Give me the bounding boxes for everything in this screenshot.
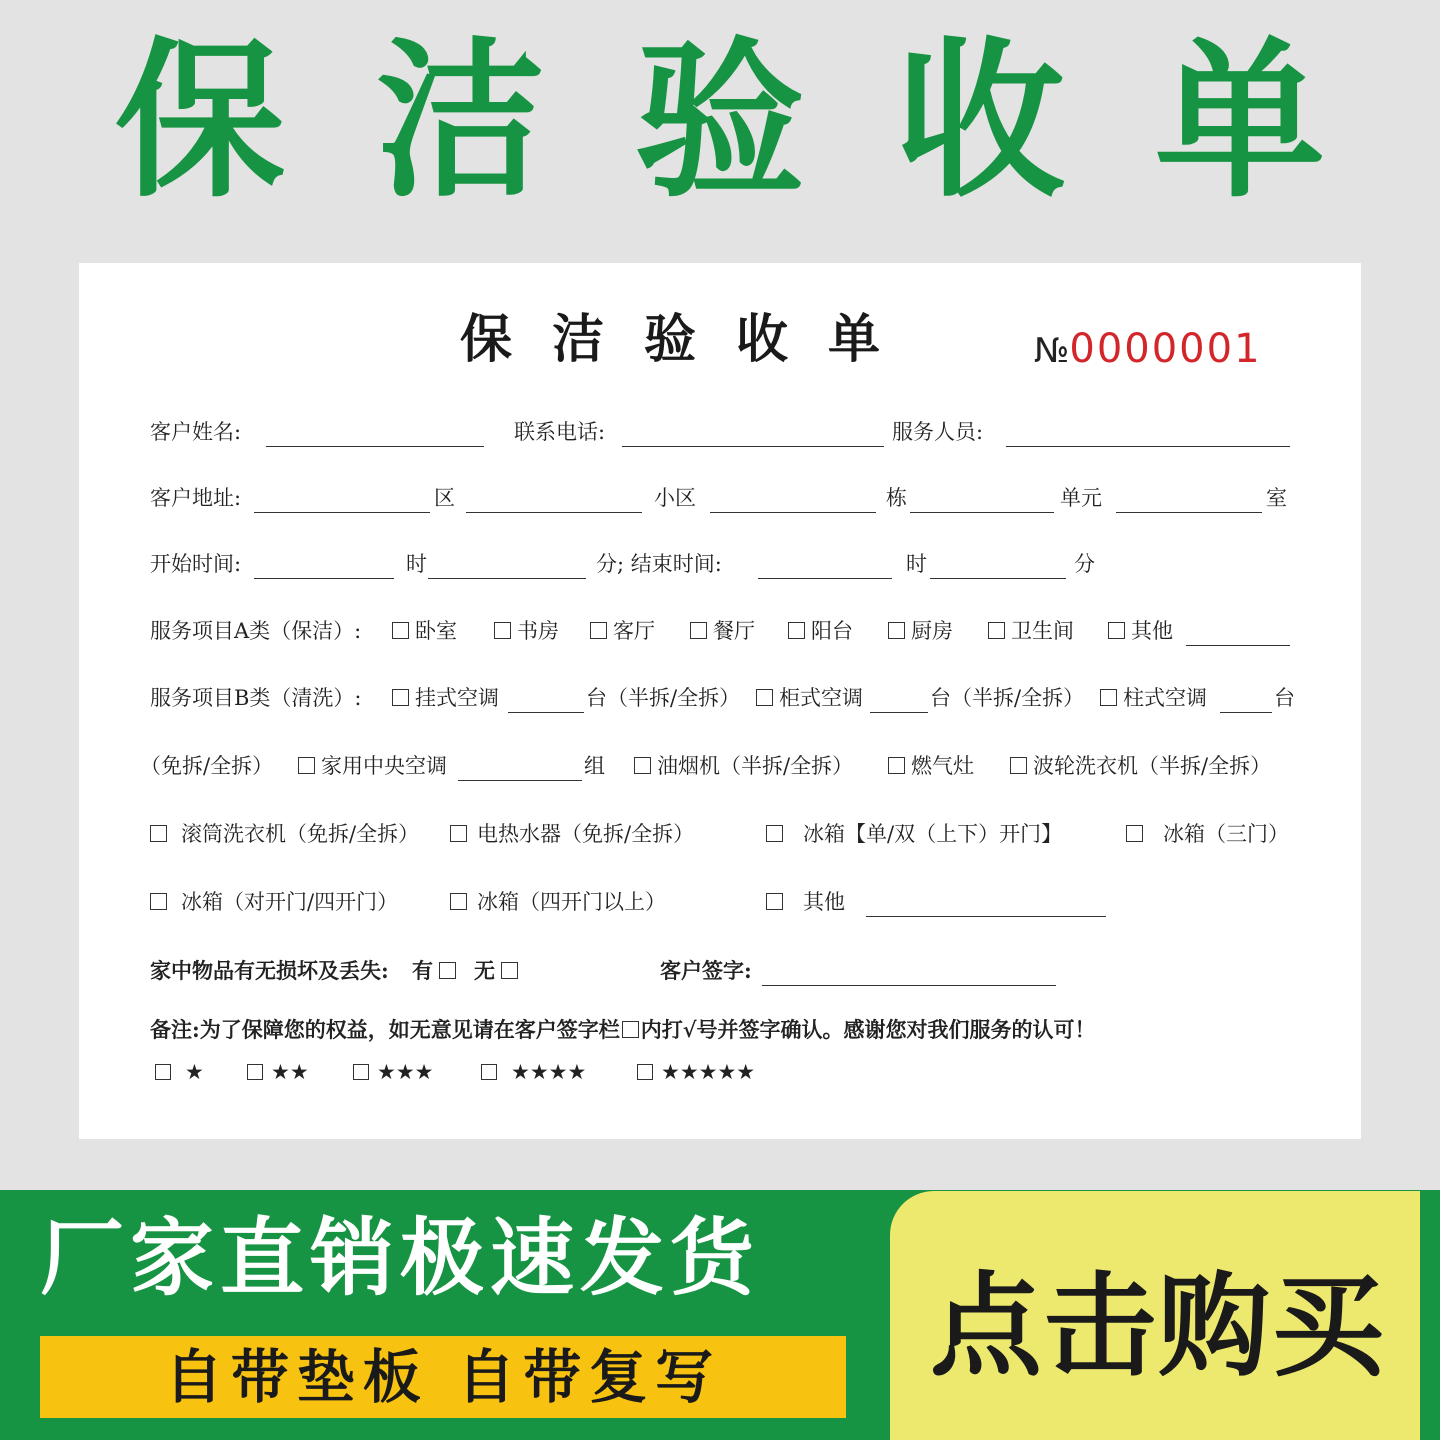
- label-tai-1: 台（半拆/全拆）: [586, 686, 741, 710]
- label-start-time: 开始时间:: [150, 552, 242, 576]
- label-unit: 单元: [1060, 486, 1102, 510]
- serial-value: 0000001: [1069, 326, 1262, 372]
- label-address: 客户地址:: [150, 486, 242, 510]
- field-central-ac-count[interactable]: [458, 780, 582, 781]
- buy-button-label[interactable]: 点击购买: [930, 1262, 1386, 1392]
- checkbox[interactable]: [590, 622, 607, 639]
- field-building[interactable]: [910, 512, 1054, 513]
- note-text: 备注:为了保障您的权益，如无意见请在客户签字栏 内打√号并签字确认。感谢您对我们服务的认可！: [150, 1017, 1096, 1042]
- option-other-a[interactable]: 其他: [1108, 615, 1173, 647]
- checkbox[interactable]: [450, 893, 467, 910]
- field-district[interactable]: [466, 512, 642, 513]
- option-water-heater[interactable]: 电热水器（免拆/全拆）: [450, 818, 694, 850]
- rating-2[interactable]: ★★: [247, 1056, 309, 1088]
- checkbox[interactable]: [247, 1064, 263, 1080]
- checkbox[interactable]: [150, 825, 167, 842]
- row-note: [150, 1014, 1290, 1046]
- checkbox[interactable]: [1100, 689, 1117, 706]
- label-no-disassembly: （免拆/全拆）: [140, 754, 274, 778]
- field-cabinet-ac-count[interactable]: [870, 712, 928, 713]
- field-staff[interactable]: [1006, 446, 1290, 447]
- label-district: 区: [434, 486, 455, 510]
- rating-1[interactable]: ★: [155, 1056, 204, 1088]
- label-building: 栋: [886, 486, 907, 510]
- checkbox[interactable]: [788, 622, 805, 639]
- option-study[interactable]: 书房: [494, 615, 559, 647]
- rating-3[interactable]: ★★★: [353, 1056, 433, 1088]
- checkbox[interactable]: [494, 622, 511, 639]
- option-living-room[interactable]: 客厅: [590, 615, 655, 647]
- form-title: 保洁验收单: [459, 309, 920, 370]
- field-start-minute[interactable]: [428, 578, 586, 579]
- row-customer-info: [150, 416, 1290, 448]
- checkbox[interactable]: [298, 757, 315, 774]
- checkbox[interactable]: [1126, 825, 1143, 842]
- checkbox[interactable]: [766, 893, 783, 910]
- row-damage: [150, 955, 1290, 987]
- label-hour-1: 时: [406, 552, 427, 576]
- field-column-ac-count[interactable]: [1220, 712, 1272, 713]
- option-balcony[interactable]: 阳台: [788, 615, 853, 647]
- label-staff: 服务人员:: [892, 420, 984, 444]
- option-hang-ac[interactable]: 挂式空调: [392, 682, 499, 714]
- numero-sign: №: [1034, 331, 1070, 371]
- option-bathroom[interactable]: 卫生间: [988, 615, 1074, 647]
- row-service-b-2: [140, 750, 1290, 782]
- option-other-b[interactable]: 其他: [766, 886, 845, 918]
- rating-4[interactable]: ★★★★: [481, 1056, 586, 1088]
- checkbox[interactable]: [888, 757, 905, 774]
- row-service-b: [150, 682, 1295, 714]
- checkbox[interactable]: [888, 622, 905, 639]
- option-cabinet-ac[interactable]: 柜式空调: [756, 682, 863, 714]
- label-community: 小区: [654, 486, 696, 510]
- field-signature[interactable]: [762, 985, 1056, 986]
- checkbox[interactable]: [155, 1064, 171, 1080]
- option-damage-no[interactable]: 无: [474, 955, 524, 987]
- checkbox[interactable]: [690, 622, 707, 639]
- label-signature: 客户签字:: [660, 958, 752, 983]
- option-bedroom[interactable]: 卧室: [392, 615, 457, 647]
- option-fridge-four[interactable]: 冰箱（四开门以上）: [450, 886, 666, 918]
- option-fridge-double[interactable]: 冰箱【单/双（上下）开门】: [766, 818, 1062, 850]
- row-service-b-3: [150, 818, 1290, 850]
- checkbox[interactable]: [637, 1064, 653, 1080]
- label-service-a: 服务项目A类（保洁）:: [150, 619, 362, 643]
- option-fridge-three[interactable]: 冰箱（三门）: [1126, 818, 1289, 850]
- promo-headline: 厂家直销极速发货: [40, 1209, 761, 1307]
- field-other-a[interactable]: [1186, 645, 1290, 646]
- option-central-ac[interactable]: 家用中央空调: [298, 750, 447, 782]
- label-group: 组: [584, 754, 605, 778]
- field-unit[interactable]: [1116, 512, 1262, 513]
- field-other-b[interactable]: [866, 916, 1106, 917]
- rating-5[interactable]: ★★★★★: [637, 1056, 755, 1088]
- row-service-a: [150, 615, 1290, 647]
- checkbox[interactable]: [766, 825, 783, 842]
- checkbox[interactable]: [988, 622, 1005, 639]
- row-service-b-4: [150, 886, 1290, 918]
- option-kitchen[interactable]: 厨房: [888, 615, 953, 647]
- checkbox[interactable]: [150, 893, 167, 910]
- label-service-b: 服务项目B类（清洗）:: [150, 686, 362, 710]
- label-hour-2: 时: [906, 552, 927, 576]
- banner-title: 保洁验收单: [114, 23, 1415, 221]
- field-end-minute[interactable]: [930, 578, 1066, 579]
- row-ratings: [155, 1056, 855, 1088]
- option-dining-room[interactable]: 餐厅: [690, 615, 755, 647]
- checkbox[interactable]: [1108, 622, 1125, 639]
- checkbox[interactable]: [450, 825, 467, 842]
- serial-number: [1034, 322, 1262, 384]
- label-room: 室: [1266, 486, 1287, 510]
- option-drum-washer[interactable]: 滚筒洗衣机（免拆/全拆）: [150, 818, 419, 850]
- field-address[interactable]: [254, 512, 430, 513]
- promo-subline: 自带垫板 自带复写: [164, 1343, 722, 1411]
- field-start-hour[interactable]: [254, 578, 394, 579]
- checkbox[interactable]: [501, 962, 518, 979]
- row-time: [150, 548, 1290, 580]
- label-tai-2: 台（半拆/全拆）: [930, 686, 1085, 710]
- checkbox[interactable]: [756, 689, 773, 706]
- field-hang-ac-count[interactable]: [508, 712, 584, 713]
- checkbox: [622, 1021, 639, 1038]
- label-minute-2: 分: [1074, 552, 1095, 576]
- option-damage-yes[interactable]: 有: [412, 955, 462, 987]
- option-fridge-side[interactable]: 冰箱（对开门/四开门）: [150, 886, 398, 918]
- label-customer-name: 客户姓名:: [150, 420, 242, 444]
- field-end-hour[interactable]: [758, 578, 892, 579]
- checkbox[interactable]: [439, 962, 456, 979]
- label-tai-3: 台: [1274, 686, 1295, 710]
- row-address: [150, 482, 1290, 514]
- option-column-ac[interactable]: 柱式空调: [1100, 682, 1207, 714]
- label-phone: 联系电话:: [514, 420, 606, 444]
- checkbox[interactable]: [481, 1064, 497, 1080]
- label-damage: 家中物品有无损坏及丢失:: [150, 958, 389, 983]
- checkbox[interactable]: [392, 622, 409, 639]
- option-range-hood[interactable]: 油烟机（半拆/全拆）: [634, 750, 853, 782]
- label-minute-end: 分; 结束时间:: [596, 552, 722, 576]
- field-customer-name[interactable]: [266, 446, 484, 447]
- checkbox[interactable]: [1010, 757, 1027, 774]
- checkbox[interactable]: [392, 689, 409, 706]
- checkbox[interactable]: [634, 757, 651, 774]
- option-pulsator-washer[interactable]: 波轮洗衣机（半拆/全拆）: [1010, 750, 1271, 782]
- option-gas-stove[interactable]: 燃气灶: [888, 750, 974, 782]
- checkbox[interactable]: [353, 1064, 369, 1080]
- field-phone[interactable]: [622, 446, 884, 447]
- field-community[interactable]: [710, 512, 876, 513]
